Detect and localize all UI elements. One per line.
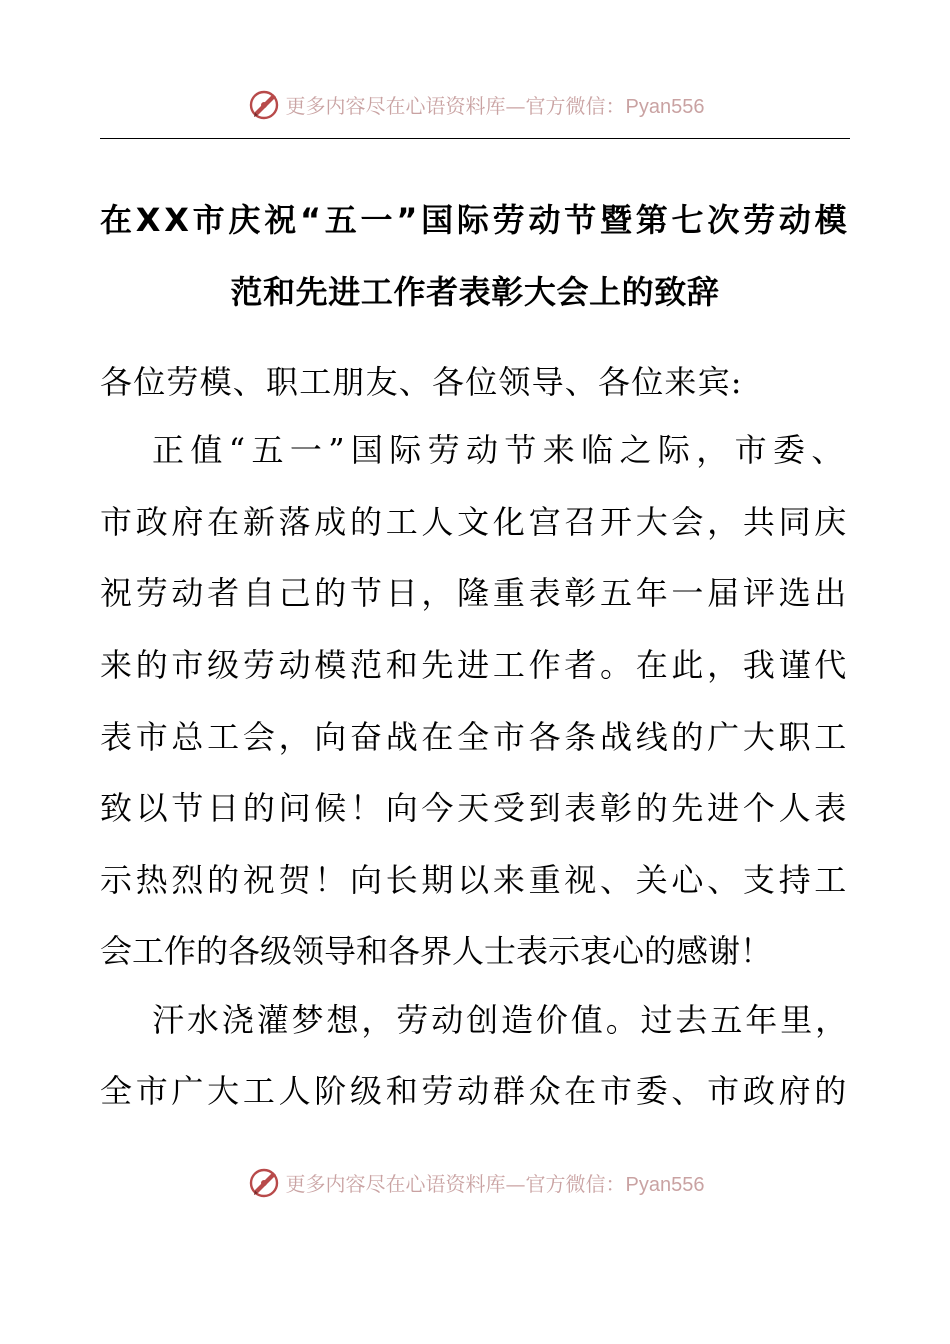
paragraph-line: 祝劳动者自己的节日，隆重表彰五年一届评选出 (100, 574, 851, 612)
wechat-id: Pyan556 (625, 95, 705, 118)
paragraph-line: 致以节日的问候！向今天受到表彰的先进个人表 (100, 789, 851, 827)
banner-text: 更多内容尽在心语资料库—官方微信：Pyan556 (285, 93, 705, 118)
paragraph-line: 汗水浇灌梦想，劳动创造价值。过去五年里， (152, 1001, 851, 1039)
wechat-id: Pyan556 (625, 1173, 705, 1196)
paragraph-line: 来的市级劳动模范和先进工作者。在此，我谨代 (100, 646, 851, 684)
header-banner (0, 82, 950, 126)
salutation: 各位劳模、职工朋友、各位领导、各位来宾: (100, 363, 743, 401)
paragraph-line: 正值“五一”国际劳动节来临之际，市委、 (152, 431, 850, 469)
footer-banner (0, 1160, 950, 1204)
document-title-line-2: 范和先进工作者表彰大会上的致辞 (230, 273, 720, 311)
pen-circle-icon (246, 1164, 282, 1200)
paragraph-line: 示热烈的祝贺！向长期以来重视、关心、支持工 (100, 861, 851, 899)
paragraph-line: 会工作的各级领导和各界人士表示衷心的感谢！ (100, 932, 773, 970)
paragraph-line: 全市广大工人阶级和劳动群众在市委、市政府的 (100, 1072, 851, 1110)
pen-circle-icon (246, 86, 282, 122)
paragraph-line: 市政府在新落成的工人文化宫召开大会，共同庆 (100, 503, 851, 541)
document-title-line-1: 在XX市庆祝“五一”国际劳动节暨第七次劳动模 (100, 201, 851, 239)
header-divider (100, 138, 850, 139)
paragraph-line: 表市总工会，向奋战在全市各条战线的广大职工 (100, 718, 851, 756)
banner-text: 更多内容尽在心语资料库—官方微信：Pyan556 (285, 1171, 705, 1196)
